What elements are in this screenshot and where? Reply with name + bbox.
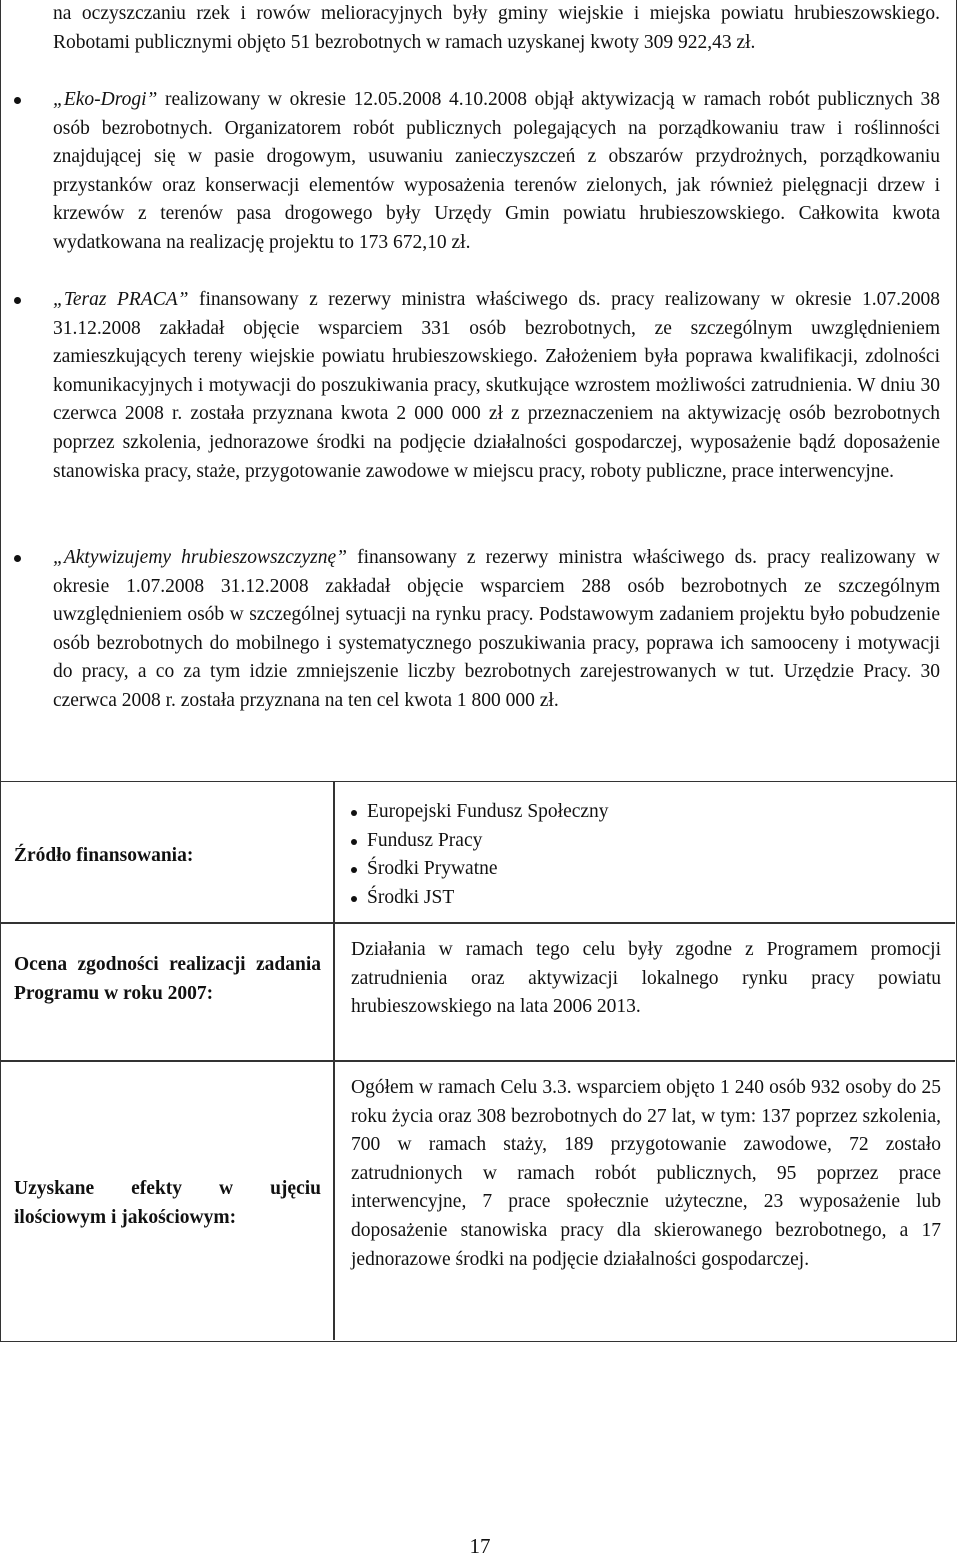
list-item: Europejski Fundusz Społeczny bbox=[351, 798, 941, 827]
row-divider bbox=[1, 1060, 955, 1062]
row-divider bbox=[1, 922, 955, 924]
funding-source-label: Źródło finansowania: bbox=[14, 845, 194, 866]
summary-table bbox=[0, 782, 957, 1342]
project-text: finansowany z rezerwy ministra właściwego ds. pracy realizowany w okresie 1.07.2008 31.12.2008 zakładał objęcie wsparciem 288 osób bezrobotnych ze szczególnym uwzględnieniem osób w szczególnej sytuacji na rynku pracy. Podstawowym zadaniem projektu było pobudzenie osób bezrobotnych do mobilnego i systematycznego poszukiwania pracy, poprawa ich samooceny i motywacji do pracy, a co za tym idzie zmniejszenie liczby bezrobotnych zarejestrowanych w tut. Urzędzie Pracy. 30 czerwca 2008 r. została przyznana na ten cel kwota 1 800 000 zł. bbox=[53, 547, 940, 711]
assessment-text: Działania w ramach tego celu były zgodne z Programem promocji zatrudnienia oraz aktywizacji lokalnego rynku pracy powiatu hrubieszowskiego na lata 2006 2013. bbox=[351, 939, 941, 1018]
project-eko-drogi bbox=[53, 86, 940, 258]
project-text: finansowany z rezerwy ministra właściwego ds. pracy realizowany w okresie 1.07.2008 31.12.2008 zakładał objęcie wsparciem 331 osób bezrobotnych, ze szczególnym uwzględnieniem zamieszkujących tereny wiejskie powiatu hrubieszowskiego. Założeniem była poprawa kwalifikacji, zdolności komunikacyjnych i motywacji do poszukiwania pracy, skutkujące wzrostem możliwości zatrudnienia. W dniu 30 czerwca 2008 r. została przyznana kwota 2 000 000 zł z przeznaczeniem na aktywizację osób bezrobotnych poprzez szkolenia, jednorazowe środki na podjęcie działalności gospodarczej, wyposażenie bądź doposażenie stanowiska pracy, staże, przygotowanie zawodowe w miejscu pracy, roboty publiczne, prace interwencyjne. bbox=[53, 289, 940, 482]
intro-paragraph: na oczyszczaniu rzek i rowów melioracyjnych były gminy wiejskie i miejska powiatu hrubieszowskiego. Robotami publicznymi objęto 51 bezrobotnych w ramach uzyskanej kwoty 309 922,43 zł. bbox=[53, 3, 940, 53]
page-number: 17 bbox=[469, 1534, 491, 1558]
project-title: „Eko-Drogi” bbox=[53, 89, 158, 110]
bullet-icon bbox=[14, 555, 21, 562]
bullet-icon bbox=[14, 97, 21, 104]
list-item: Środki Prywatne bbox=[351, 855, 941, 884]
effects-label: Uzyskane efekty w ujęciu ilościowym i jakościowym: bbox=[14, 1178, 321, 1228]
assessment-label: Ocena zgodności realizacji zadania Programu w roku 2007: bbox=[14, 954, 321, 1004]
project-description-box bbox=[0, 0, 957, 782]
effects-text: Ogółem w ramach Celu 3.3. wsparciem objęto 1 240 osób 932 osoby do 25 roku życia oraz 308 bezrobotnych do 27 lat, w tym: 137 poprzez szkolenia, 700 w ramach staży, 189 przygotowanie zawodowe, 72 zostało zatrudnionych w ramach robót publicznych, 95 poprzez prace interwencyjne, 7 prace społecznie użyteczne, 23 wyposażenie lub doposażenie stanowiska pracy dla skierowanego bezrobotnego, a 17 jednorazowe środki na podjęcie działalności gospodarczej. bbox=[351, 1077, 941, 1270]
project-description-text bbox=[53, 0, 940, 57]
funding-source-cell bbox=[351, 798, 941, 912]
project-title: „Aktywizujemy hrubieszowszczyznę” bbox=[53, 547, 347, 568]
funding-source-list bbox=[351, 798, 941, 912]
list-item: Środki JST bbox=[351, 884, 941, 913]
project-title: „Teraz PRACA” bbox=[53, 289, 189, 310]
list-item: Fundusz Pracy bbox=[351, 827, 941, 856]
project-text: realizowany w okresie 12.05.2008 4.10.2008 objął aktywizacją w ramach robót publicznych 38 osób bezrobotnych. Organizatorem robót publicznych polegających na porządkowaniu traw i roślinności znajdującej się w pasie drogowym, usuwaniu zanieczyszczeń z obszarów przydrożnych, porządkowaniu przystanków oraz konserwacji elementów wyposażenia terenów zielonych, jak również pielęgnacji drzew i krzewów z terenów pasa drogowego były Urzędy Gmin powiatu hrubieszowskiego. Całkowita kwota wydatkowana na realizację projektu to 173 672,10 zł. bbox=[53, 89, 940, 253]
bullet-icon bbox=[14, 297, 21, 304]
project-teraz-praca bbox=[53, 286, 940, 486]
project-aktywizujemy bbox=[53, 544, 940, 716]
